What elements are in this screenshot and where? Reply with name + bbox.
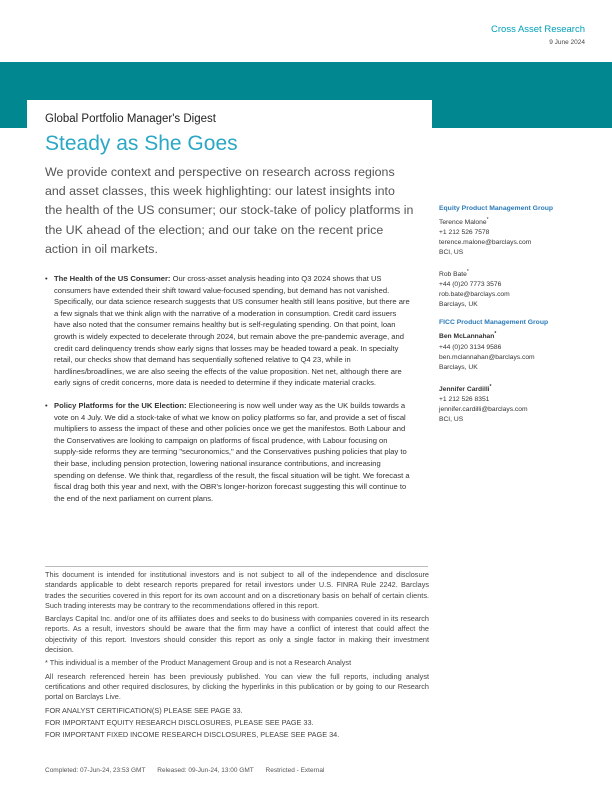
contact-phone: +44 (0)20 3134 9586 bbox=[439, 343, 502, 351]
equity-disclosures-link[interactable]: FOR IMPORTANT EQUITY RESEARCH DISCLOSURES, PLEASE SEE PAGE 33. bbox=[45, 717, 314, 727]
bullet-lead[interactable]: The Health of the US Consumer: bbox=[54, 274, 171, 283]
bullet-dot-icon: • bbox=[45, 274, 48, 283]
contact-email[interactable]: ben.mclannahan@barclays.com bbox=[439, 353, 535, 361]
contact-card bbox=[439, 329, 599, 372]
disclosures bbox=[45, 570, 429, 742]
footer bbox=[45, 767, 334, 774]
footer-released: Released: 09-Jun-24, 13:00 GMT bbox=[157, 767, 254, 774]
contact-phone: +1 212 526 8351 bbox=[439, 395, 490, 403]
bullet-dot-icon: • bbox=[45, 400, 48, 410]
bullet-text: Electioneering is now well under way as the UK builds towards a vote on 4 July. We did a stock-take of what we know on policy platforms so far, and provide a set of fiscal multipliers to assess the impact of these and other policies once we get the manifestos. Both Labour and the Conservatives are looking to campaign on platforms of fiscal prudence, with Labour focusing on supply-side reforms they are terming "securonomics," and the Conservatives pushing policies that play to their base, including pension protection, lowering national insurance contributions, and increasing spending on defense. We think that, regardless of the result, the fiscal situation will be tight. We forecast a fiscal drag both this year and next, with the OBR's longer-horizon forecast suggesting this will continue to the end of the next parliament on current plans. bbox=[54, 400, 410, 503]
contact-email[interactable]: rob.bate@barclays.com bbox=[439, 291, 510, 299]
contact-email[interactable]: jennifer.cardilli@barclays.com bbox=[439, 405, 528, 413]
contact-group-title: Equity Product Management Group bbox=[439, 205, 554, 212]
fixed-income-disclosures-link[interactable]: FOR IMPORTANT FIXED INCOME RESEARCH DISCLOSURES, PLEASE SEE PAGE 34. bbox=[45, 730, 340, 740]
contact-phone: +44 (0)20 7773 3576 bbox=[439, 281, 502, 289]
footer-completed: Completed: 07-Jun-24, 23:53 GMT bbox=[45, 767, 146, 774]
header-title: Cross Asset Research bbox=[491, 24, 585, 35]
intro-paragraph: We provide context and perspective on research across regions and asset classes, this week highlighting: our latest insights into the health of the US consumer; our stock-take of policy platforms in the UK ahead of the election; and our take on the recent price action in oil markets. bbox=[45, 165, 414, 256]
contact-card bbox=[439, 215, 599, 258]
contact-entity: Barclays, UK bbox=[439, 301, 478, 309]
focus-divider bbox=[437, 154, 439, 176]
contacts-sidebar bbox=[439, 205, 599, 434]
bullet-lead[interactable]: Policy Platforms for the UK Election: bbox=[54, 400, 187, 410]
bullet-uk-election bbox=[45, 400, 413, 504]
disclosure-divider bbox=[45, 566, 428, 567]
contact-entity: BCI, US bbox=[439, 249, 464, 257]
contact-name: Ben McLannahan* bbox=[439, 331, 497, 341]
contact-name: Rob Bate* bbox=[439, 269, 469, 279]
header-date: 9 June 2024 bbox=[549, 39, 585, 46]
footer-restriction: Restricted - External bbox=[265, 767, 325, 774]
contact-card bbox=[439, 382, 599, 425]
bullet-list bbox=[45, 273, 413, 515]
contact-email[interactable]: terence.malone@barclays.com bbox=[439, 239, 532, 247]
focus-label: FOCUS bbox=[447, 154, 499, 170]
contact-group-title: FICC Product Management Group bbox=[439, 319, 549, 327]
disclosure-paragraph: Barclays Capital Inc. and/or one of its affiliates does and seeks to do business with companies covered in its research reports. As a result, investors should be aware that the firm may have a conflict of interest that could affect the objectivity of this report. Investors should consider this report as only a single factor in making their investment decision. bbox=[45, 614, 429, 655]
contact-phone: +1 212 526 7578 bbox=[439, 229, 490, 237]
disclosure-paragraph: This document is intended for institutional investors and is not subject to all of the independence and disclosure standards applicable to debt research reports prepared for retail investors under U.S. FINRA Rule 2242. Barclays trades the securities covered in this report for its own account and on a discretionary basis on behalf of certain clients. Such trading interests may be contrary to the recommendations offered in this report. bbox=[45, 570, 429, 610]
contact-entity: Barclays, UK bbox=[439, 363, 478, 371]
disclosure-footnote: * This individual is a member of the Product Management Group and is not a Research Analyst bbox=[45, 658, 352, 668]
certification-link[interactable]: FOR ANALYST CERTIFICATION(S) PLEASE SEE PAGE 33. bbox=[45, 705, 243, 715]
contact-card bbox=[439, 267, 599, 310]
contact-entity: BCI, US bbox=[439, 415, 464, 423]
page-title: Steady as She Goes bbox=[45, 132, 238, 155]
contact-group-equity bbox=[439, 205, 599, 310]
bullet-us-consumer bbox=[45, 273, 413, 389]
disclosure-paragraph: All research referenced herein has been previously published. You can view the full reports, including analyst certifications and other required disclosures, by clicking the hyperlinks in this publication or by going to our Research portal on Barclays Live. bbox=[45, 671, 429, 702]
bullet-text: Our cross-asset analysis heading into Q3 2024 shows that US consumers have extended their shift toward value-focused spending, but demand has not vanished. Specifically, our data science research suggests that US consumer health still leans positive, but there are a few signals that we think align with the narrative of a moderation in consumption. Credit card issuers have also noted that the consumer remains healthy but is self-regulating spending. On that point, loan growth is widely expected to decelerate through 2024, but remain above the pre-pandemic average, and credit card delinquency trends show early signs that losses may be headed toward a peak. In specialty retail, our checks show that demand has sequentially softened relative to Q4 23, while in hardlines/broadlines, we are also seeing the effects of the value proposition. Net net, although there are early signs of credit concerns, more data is needed to determine if they indicate material cracks. bbox=[54, 274, 410, 388]
contact-group-ficc bbox=[439, 319, 599, 424]
contact-name: Terence Malone* bbox=[439, 217, 489, 227]
digest-label: Global Portfolio Manager's Digest bbox=[45, 113, 216, 125]
contact-name: Jennifer Cardilli* bbox=[439, 383, 492, 393]
